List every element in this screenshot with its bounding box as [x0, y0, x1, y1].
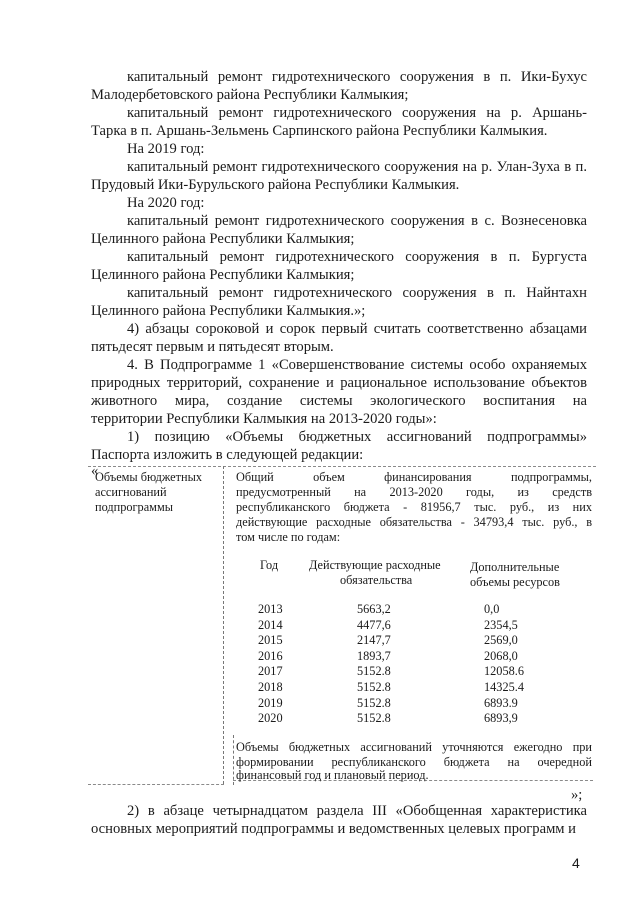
col-header-additional: объемы ресурсов — [470, 575, 560, 589]
table-intro-line: республиканского бюджета - 81956,7 тыс. руб., из них — [236, 500, 592, 514]
row-year: 2019 — [258, 695, 283, 710]
row-year: 2017 — [258, 664, 283, 679]
row-additional-resources: 6893,9 — [484, 711, 518, 726]
table-intro-line: предусмотренный на 2013-2020 годы, из средств — [236, 485, 592, 499]
table-intro-line: Общий объем финансирования подпрограммы, — [236, 470, 592, 484]
row-year: 2018 — [258, 680, 283, 694]
text-line: природных территорий, сохранение и рациональное использование объектов — [91, 375, 587, 391]
table-left-label: Объемы бюджетных — [95, 470, 202, 484]
text-line: На 2020 год: — [127, 195, 205, 211]
text-line: 2) в абзаце четырнадцатом раздела III «Обобщенная характеристика — [127, 803, 587, 819]
text-line: пятьдесят первым и пятьдесят вторым. — [91, 339, 334, 355]
row-year: 2020 — [258, 711, 283, 726]
row-year: 2016 — [258, 648, 283, 663]
row-additional-resources: 2068,0 — [484, 648, 518, 663]
text-line: Прудовый Ики-Бурульского района Республики Калмыкия. — [91, 177, 460, 193]
page-number: 4 — [572, 855, 580, 871]
text-line: животного мира, создание системы экологического воспитания на — [91, 393, 587, 409]
row-current-obligations: 5152.8 — [357, 695, 391, 710]
table-left-label: ассигнований — [95, 485, 167, 499]
col-header-current: обязательства — [340, 573, 413, 587]
opening-quote: « — [91, 463, 99, 479]
closing-quote: »; — [571, 787, 583, 803]
row-current-obligations: 1893,7 — [357, 648, 391, 663]
text-line: Паспорта изложить в следующей редакции: — [91, 447, 364, 463]
row-additional-resources: 6893.9 — [484, 695, 518, 710]
row-year: 2014 — [258, 617, 283, 632]
text-line: основных мероприятий подпрограммы и ведомственных целевых программ и — [91, 821, 576, 837]
row-current-obligations: 5152.8 — [357, 680, 391, 694]
table-column-divider — [223, 466, 224, 784]
text-line: Малодербетовского района Республики Калмыкия; — [91, 87, 409, 103]
text-line: капитальный ремонт гидротехнического сооружения на р. Улан-Зуха в п. — [127, 159, 587, 175]
col-header-current: Действующие расходные — [309, 558, 441, 572]
text-line: территории Республики Калмыкия на 2013-2020 годы»: — [91, 411, 437, 427]
text-line: Тарка в п. Аршань-Зельмень Сарпинского района Республики Калмыкия. — [91, 123, 548, 139]
table-border-top — [88, 466, 596, 467]
row-additional-resources: 14325.4 — [484, 680, 524, 694]
text-line: капитальный ремонт гидротехнического сооружения на р. Аршань- — [127, 105, 587, 121]
row-additional-resources: 2569,0 — [484, 633, 518, 648]
text-line: капитальный ремонт гидротехнического сооружения в с. Вознесеновка — [127, 213, 587, 229]
row-current-obligations: 4477,6 — [357, 617, 391, 632]
row-current-obligations: 5663,2 — [357, 602, 391, 616]
text-line: 4) абзацы сороковой и сорок первый считать соответственно абзацами — [127, 321, 587, 337]
text-line: Целинного района Республики Калмыкия.»; — [91, 303, 366, 319]
table-note-line: Объемы бюджетных ассигнований уточняются ежегодно при — [236, 740, 592, 754]
text-line: Целинного района Республики Калмыкия; — [91, 267, 355, 283]
row-additional-resources: 2354,5 — [484, 617, 518, 632]
row-current-obligations: 2147,7 — [357, 633, 391, 648]
text-line: Целинного района Республики Калмыкия; — [91, 231, 355, 247]
text-line: 1) позицию «Объемы бюджетных ассигнований подпрограммы» — [127, 429, 587, 445]
row-year: 2015 — [258, 633, 283, 648]
table-intro-line: том числе по годам: — [236, 530, 341, 544]
row-year: 2013 — [258, 602, 283, 616]
table-intro-line: действующие расходные обязательства - 34793,4 тыс. руб., в — [236, 515, 592, 529]
row-current-obligations: 5152.8 — [357, 711, 391, 726]
text-line: На 2019 год: — [127, 141, 205, 157]
text-line: 4. В Подпрограмме 1 «Совершенствование системы особо охраняемых — [127, 357, 587, 373]
text-line: капитальный ремонт гидротехнического сооружения в п. Ики-Бухус — [127, 69, 587, 85]
table-left-label: подпрограммы — [95, 500, 173, 514]
col-header-additional: Дополнительные — [470, 560, 560, 574]
table-border-bottom — [88, 784, 224, 785]
note-divider — [233, 735, 234, 785]
table-note-line: финансовый год и плановый период. — [236, 768, 429, 782]
row-additional-resources: 0,0 — [484, 602, 500, 616]
text-line: капитальный ремонт гидротехнического сооружения в п. Бургуста — [127, 249, 587, 265]
row-additional-resources: 12058.6 — [484, 664, 524, 679]
text-line: капитальный ремонт гидротехнического сооружения в п. Найнтахн — [127, 285, 587, 301]
col-header-year: Год — [260, 558, 279, 572]
table-note-line: формировании республиканского бюджета на очередной — [236, 755, 592, 769]
row-current-obligations: 5152.8 — [357, 664, 391, 679]
